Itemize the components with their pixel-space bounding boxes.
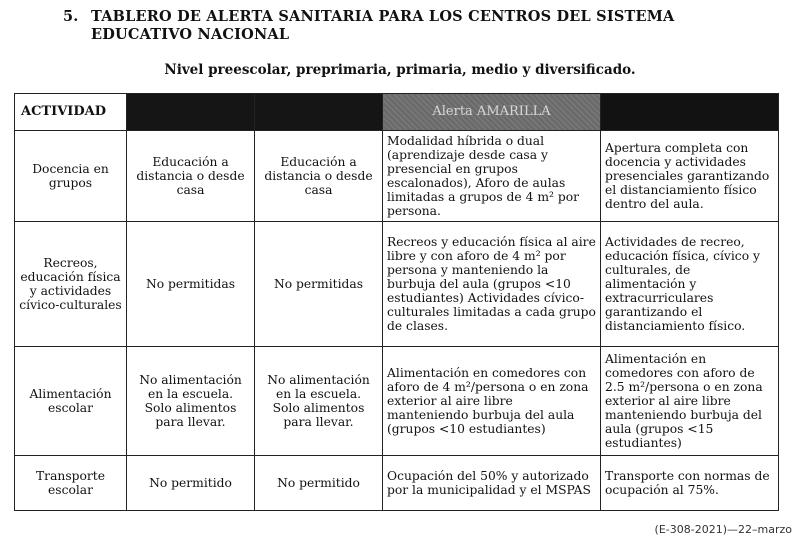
table-cell: Recreos y educación física al aire libre y con aforo de 4 m² por persona y manteniendo la burbuja del aula (grupos <10 estudiantes) Actividades cívico-culturales limitadas a cada grupo de clases. (383, 222, 601, 347)
header-actividad: ACTIVIDAD (15, 94, 127, 131)
table-row (15, 222, 779, 347)
header-alert-green (601, 94, 779, 131)
table-cell: No permitidas (127, 222, 255, 347)
table-row (15, 131, 779, 222)
table-cell: Alimentación en comedores con aforo de 4 m²/persona o en zona exterior al aire libre manteniendo burbuja del aula (grupos <10 estudiantes) (383, 347, 601, 456)
table-cell: Educación a distancia o desde casa (255, 131, 383, 222)
table-cell: No alimentación en la escuela. Solo alimentos para llevar. (127, 347, 255, 456)
row-label: Recreos, educación física y actividades cívico-culturales (15, 222, 127, 347)
table-header-row (15, 94, 779, 131)
table-cell: Modalidad híbrida o dual (aprendizaje desde casa y presencial en grupos escalonados), Aforo de aulas limitadas a grupos de 4 m² por persona. (383, 131, 601, 222)
alert-table (14, 93, 779, 511)
table-cell: Actividades de recreo, educación física, cívico y culturales, de alimentación y extracurriculares garantizando el distanciamiento físico. (601, 222, 779, 347)
table-row (15, 347, 779, 456)
table-cell: Alimentación en comedores con aforo de 2.5 m²/persona o en zona exterior al aire libre manteniendo burbuja del aula (grupos <15 estudiantes) (601, 347, 779, 456)
header-alert-yellow: Alerta AMARILLA (383, 94, 601, 131)
table-cell: No permitidas (255, 222, 383, 347)
row-label: Transporte escolar (15, 456, 127, 511)
table-cell: Transporte con normas de ocupación al 75%. (601, 456, 779, 511)
levels-subheading: Nivel preescolar, preprimaria, primaria, medio y diversificado. (164, 62, 636, 78)
table-cell: Ocupación del 50% y autorizado por la municipalidad y el MSPAS (383, 456, 601, 511)
table-cell: No permitido (255, 456, 383, 511)
table-cell: Apertura completa con docencia y actividades presenciales garantizando el distanciamiento físico dentro del aula. (601, 131, 779, 222)
header-alert-orange (255, 94, 383, 131)
table-cell: Educación a distancia o desde casa (127, 131, 255, 222)
section-title: TABLERO DE ALERTA SANITARIA PARA LOS CENTROS DEL SISTEMA EDUCATIVO NACIONAL (91, 8, 675, 43)
document-reference: (E-308-2021)—22–marzo (654, 523, 792, 536)
row-label: Alimentación escolar (15, 347, 127, 456)
row-label: Docencia en grupos (15, 131, 127, 222)
table-cell: No alimentación en la escuela. Solo alimentos para llevar. (255, 347, 383, 456)
header-alert-red (127, 94, 255, 131)
table-row (15, 456, 779, 511)
section-number: 5. (63, 8, 79, 25)
table-cell: No permitido (127, 456, 255, 511)
